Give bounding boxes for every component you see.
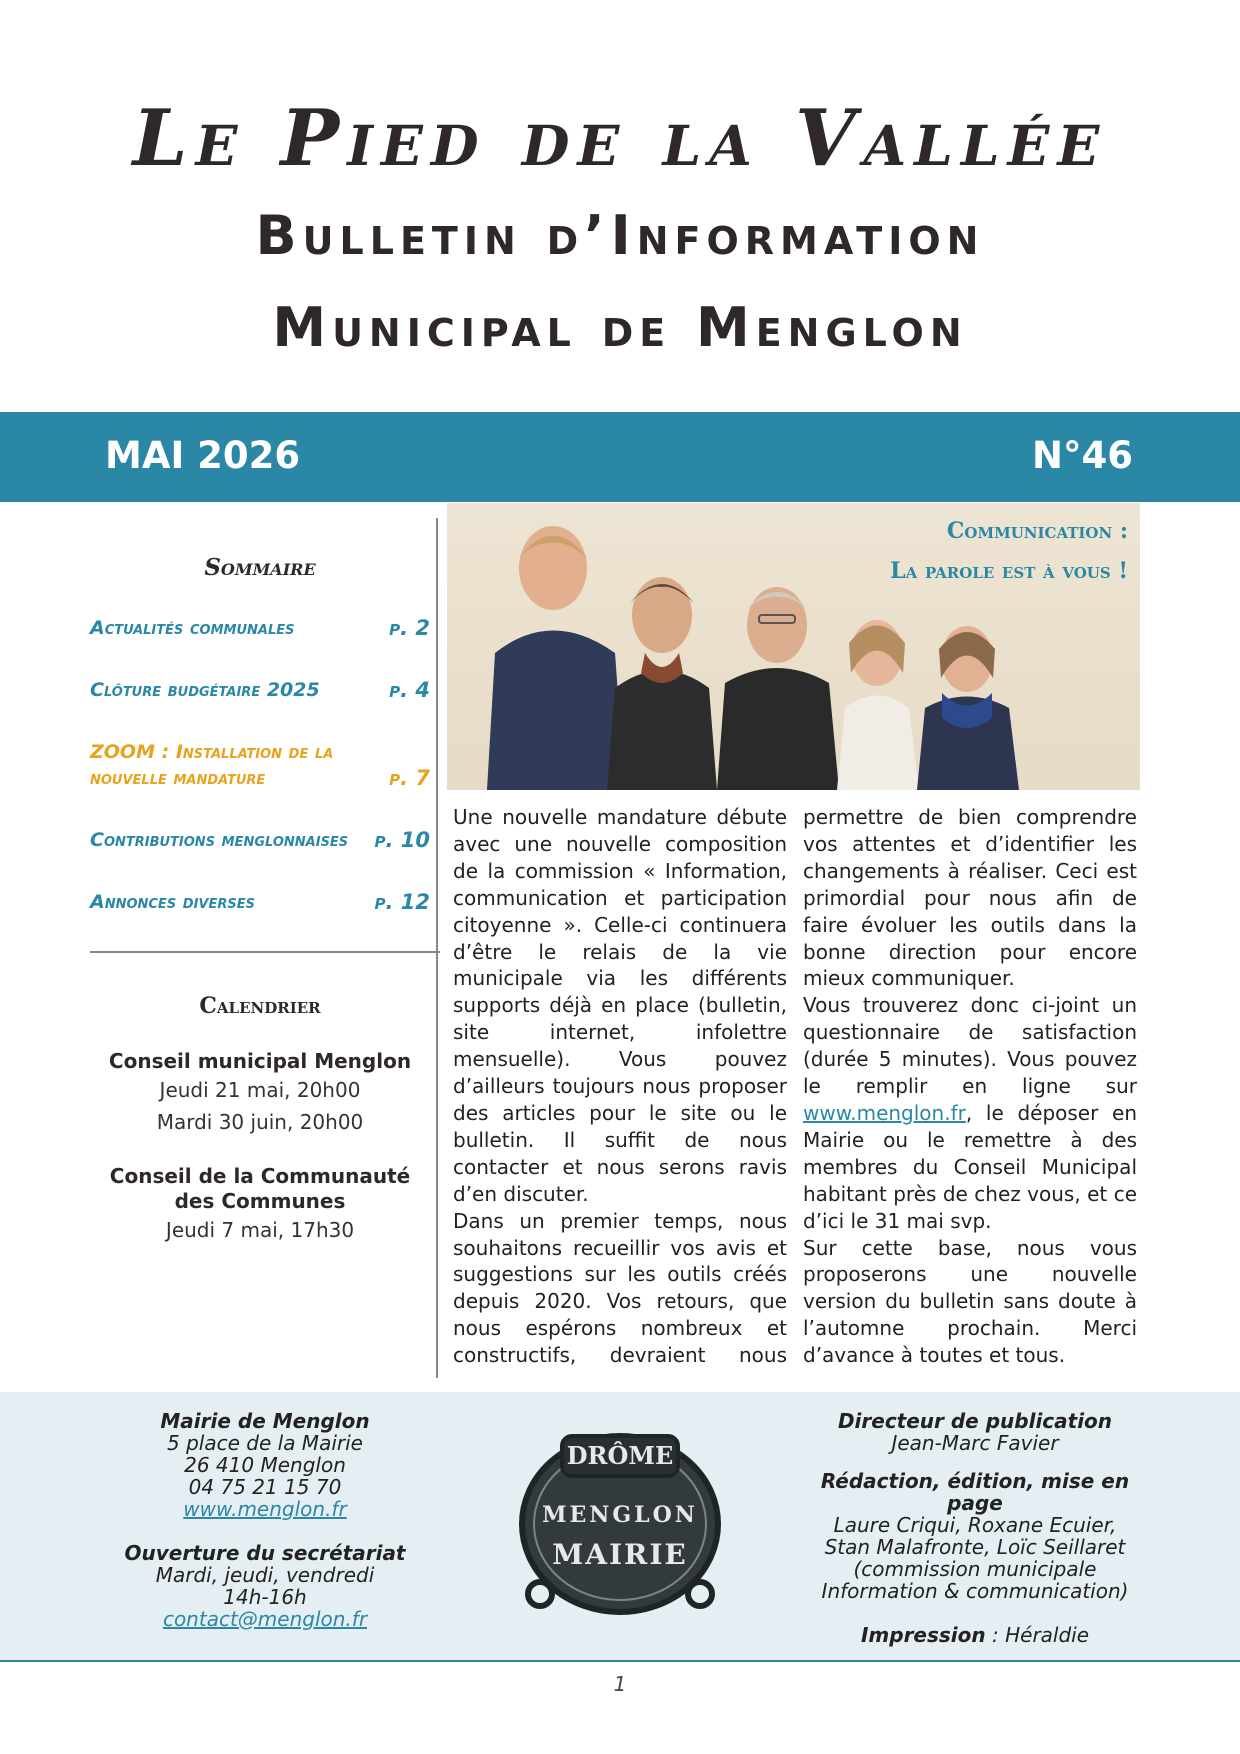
toc-page: p. 10 (374, 828, 430, 852)
page-number: 1 (613, 1672, 627, 1696)
photo-caption (890, 511, 1128, 591)
director-title: Directeur de publication (837, 1409, 1113, 1433)
calendar-heading: Conseil municipal Menglon (108, 1049, 412, 1073)
mairie-address-line-2: 26 410 Menglon (184, 1453, 346, 1477)
editorial-names-1: Laure Criqui, Roxane Ecuier, (833, 1513, 1117, 1537)
masthead (0, 93, 1240, 374)
toc-item-budget[interactable] (90, 677, 430, 703)
editorial-note-1: (commission municipale (853, 1557, 1097, 1581)
toc-label: Contributions menglonnaises (90, 829, 349, 851)
article-body (453, 804, 1137, 1374)
article-paragraph: Une nouvelle mandature débute avec une nouvelle composition de la commission « Information, communication et participation citoyenne ». Celle-ci continuera d’être le relais de la vie municipale via les différents supports déjà en place (bulletin, site internet, infolettre mensuelle). Vous pouvez d’ailleurs toujours nous proposer des articles pour le site ou le bulletin. Il suffit de nous contacter et nous serons ravis d’en discuter. (453, 805, 787, 1206)
newsletter-subtitle (0, 190, 1240, 374)
subtitle-line-2: Municipal de Menglon (272, 296, 968, 359)
calendar-heading: Conseil de la Communauté des Communes (109, 1164, 411, 1213)
toc-label: Annonces diverses (90, 891, 255, 913)
subtitle-line-1: Bulletin d’Information (255, 204, 985, 267)
column-divider (436, 518, 438, 1378)
footer-website-link[interactable]: www.menglon.fr (183, 1497, 347, 1521)
footer-credits (790, 1410, 1160, 1646)
secretariat-hours-title: Ouverture du secrétariat (124, 1541, 406, 1565)
article-paragraph: Dans un premier temps, nous souhaitons recueillir vos avis et suggestions sur les outils créés depuis 2020. Vos retours, que nous espérons nombreux et constructifs, devraient nous permettre de bien comprendre vos attentes et d’identifier les changements à réaliser. Ceci est primordial pour nous afin de faire évoluer les outils dans la bonne direction pour encore mieux communiquer. (453, 805, 1137, 1368)
toc-label: Actualités communales (90, 617, 295, 639)
secretariat-days: Mardi, jeudi, vendredi (155, 1563, 375, 1587)
photo-caption-line-1: Communication : (946, 518, 1128, 544)
article-text: Vous trouverez donc ci-joint un questionnaire de satisfaction (durée 5 minutes). Vous pouvez le remplir en ligne sur (803, 993, 1137, 1099)
seal-middle-text: MENGLON (542, 1502, 698, 1528)
photo-caption-line-2: La parole est à vous ! (890, 558, 1128, 584)
issue-band (0, 412, 1240, 502)
print-label: Impression (860, 1623, 986, 1647)
mairie-address-line-1: 5 place de la Mairie (167, 1431, 363, 1455)
toc-item-contributions[interactable] (90, 827, 430, 853)
calendrier-title: Calendrier (199, 993, 321, 1019)
seal-top-text: DRÔME (566, 1441, 674, 1470)
seal-bottom-text: MAIRIE (552, 1538, 688, 1571)
article-paragraph (803, 992, 1137, 1234)
mairie-phone: 04 75 21 15 70 (188, 1475, 342, 1499)
calendar-date: Jeudi 21 mai, 20h00 (159, 1078, 361, 1102)
toc-item-annonces[interactable] (90, 889, 430, 915)
toc-item-zoom[interactable] (90, 739, 430, 791)
calendar-block-municipal (90, 1049, 430, 1138)
calendar-date: Mardi 30 juin, 20h00 (156, 1110, 364, 1134)
toc-page: p. 4 (389, 678, 430, 702)
mairie-name: Mairie de Menglon (160, 1409, 370, 1433)
menglon-website-link[interactable]: www.menglon.fr (803, 1100, 966, 1125)
print-value: : Héraldie (985, 1623, 1090, 1647)
editorial-note-2: Information & communication) (821, 1579, 1129, 1603)
article-paragraph: Sur cette base, nous vous proposerons une nouvelle version du bulletin sans doute à l’automne prochain. Merci d’avance à toutes et tous. (803, 1235, 1137, 1368)
toc-page: p. 2 (389, 616, 430, 640)
editorial-names-2: Stan Malafronte, Loïc Seillaret (824, 1535, 1126, 1559)
article-text: , le déposer en Mairie ou le remettre à des membres du Conseil Municipal habitant près de chez vous, et ce d’ici le 31 mai svp. (803, 1100, 1137, 1233)
footer-contact (110, 1410, 420, 1630)
newsletter-title: Le Pied de la Vallée (132, 93, 1108, 184)
calendar-date: Jeudi 7 mai, 17h30 (165, 1218, 355, 1242)
issue-number: N°46 (1032, 434, 1133, 477)
sommaire-title: Sommaire (204, 554, 316, 581)
issue-date: MAI 2026 (105, 434, 301, 477)
team-photo (447, 503, 1140, 790)
print-credit (790, 1624, 1160, 1646)
sidebar-divider (90, 951, 440, 953)
toc-item-actualites[interactable] (90, 615, 430, 641)
footer (0, 1392, 1240, 1662)
sidebar (90, 540, 430, 1272)
secretariat-time: 14h-16h (223, 1585, 307, 1609)
toc-label: ZOOM : Installation de la nouvelle mandature (90, 741, 334, 789)
calendar-block-communaute (90, 1164, 430, 1246)
director-name: Jean-Marc Favier (891, 1431, 1059, 1455)
editorial-title: Rédaction, édition, mise en page (820, 1469, 1130, 1515)
contact-email-link[interactable]: contact@menglon.fr (162, 1607, 368, 1631)
toc-page: p. 12 (374, 890, 430, 914)
toc-label: Clôture budgétaire 2025 (90, 679, 320, 701)
toc-page: p. 7 (389, 766, 430, 790)
mairie-seal (510, 1414, 730, 1628)
